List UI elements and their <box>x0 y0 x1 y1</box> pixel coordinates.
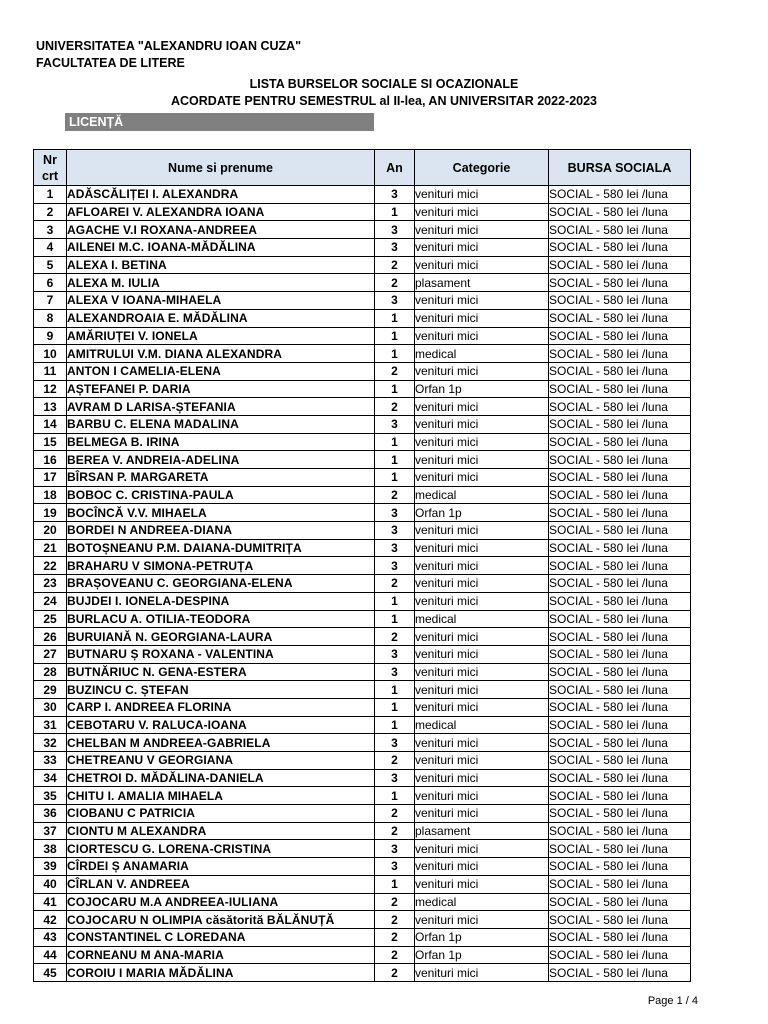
table-row <box>34 752 691 770</box>
row-number: 7 <box>34 292 67 310</box>
study-year: 1 <box>375 875 415 893</box>
study-year: 2 <box>375 946 415 964</box>
category: medical <box>415 610 549 628</box>
scholarship-amount: SOCIAL - 580 lei /luna <box>549 327 691 345</box>
student-name: BOBOC C. CRISTINA-PAULA <box>67 486 375 504</box>
student-name: CARP I. ANDREEA FLORINA <box>67 698 375 716</box>
table-row <box>34 451 691 469</box>
scholarship-amount: SOCIAL - 580 lei /luna <box>549 362 691 380</box>
study-year: 3 <box>375 522 415 540</box>
category: venituri mici <box>415 239 549 257</box>
study-year: 3 <box>375 734 415 752</box>
row-number: 21 <box>34 539 67 557</box>
category: venituri mici <box>415 875 549 893</box>
study-year: 1 <box>375 787 415 805</box>
study-year: 3 <box>375 645 415 663</box>
scholarship-table <box>33 149 691 982</box>
table-row <box>34 292 691 310</box>
row-number: 1 <box>34 186 67 204</box>
scholarship-amount: SOCIAL - 580 lei /luna <box>549 309 691 327</box>
student-name: CORNEANU M ANA-MARIA <box>67 946 375 964</box>
category: venituri mici <box>415 539 549 557</box>
scholarship-amount: SOCIAL - 580 lei /luna <box>549 752 691 770</box>
study-year: 3 <box>375 239 415 257</box>
student-name: BÎRSAN P. MARGARETA <box>67 469 375 487</box>
table-row <box>34 486 691 504</box>
study-year: 3 <box>375 840 415 858</box>
category: venituri mici <box>415 681 549 699</box>
row-number: 9 <box>34 327 67 345</box>
table-row <box>34 522 691 540</box>
table-row <box>34 928 691 946</box>
student-name: BURLACU A. OTILIA-TEODORA <box>67 610 375 628</box>
student-name: AGACHE V.I ROXANA-ANDREEA <box>67 221 375 239</box>
study-year: 1 <box>375 592 415 610</box>
row-number: 33 <box>34 752 67 770</box>
student-name: BRAHARU V SIMONA-PETRUȚA <box>67 557 375 575</box>
row-number: 12 <box>34 380 67 398</box>
scholarship-amount: SOCIAL - 580 lei /luna <box>549 486 691 504</box>
table-row <box>34 840 691 858</box>
row-number: 2 <box>34 203 67 221</box>
table-row <box>34 345 691 363</box>
category: Orfan 1p <box>415 504 549 522</box>
study-year: 3 <box>375 186 415 204</box>
student-name: CÎRDEI Ș ANAMARIA <box>67 858 375 876</box>
page-number: Page 1 / 4 <box>647 995 698 1007</box>
study-year: 1 <box>375 345 415 363</box>
category: venituri mici <box>415 769 549 787</box>
category: venituri mici <box>415 203 549 221</box>
category: medical <box>415 893 549 911</box>
student-name: BEREA V. ANDREIA-ADELINA <box>67 451 375 469</box>
row-number: 30 <box>34 698 67 716</box>
student-name: AȘTEFANEI P. DARIA <box>67 380 375 398</box>
scholarship-amount: SOCIAL - 580 lei /luna <box>549 946 691 964</box>
scholarship-amount: SOCIAL - 580 lei /luna <box>549 628 691 646</box>
student-name: CHITU I. AMALIA MIHAELA <box>67 787 375 805</box>
student-name: BARBU C. ELENA MADALINA <box>67 415 375 433</box>
category: venituri mici <box>415 451 549 469</box>
row-number: 45 <box>34 964 67 982</box>
row-number: 4 <box>34 239 67 257</box>
table-row <box>34 239 691 257</box>
document-subtitle: ACORDATE PENTRU SEMESTRUL al II-lea, AN UNIVERSITAR 2022-2023 <box>170 94 598 108</box>
student-name: BORDEI N ANDREEA-DIANA <box>67 522 375 540</box>
column-header-name: Nume si prenume <box>67 150 375 186</box>
student-name: CONSTANTINEL C LOREDANA <box>67 928 375 946</box>
study-year: 2 <box>375 911 415 929</box>
scholarship-amount: SOCIAL - 580 lei /luna <box>549 663 691 681</box>
student-name: BUTNARU Ș ROXANA - VALENTINA <box>67 645 375 663</box>
table-row <box>34 822 691 840</box>
scholarship-amount: SOCIAL - 580 lei /luna <box>549 610 691 628</box>
row-number: 39 <box>34 858 67 876</box>
student-name: COROIU I MARIA MĂDĂLINA <box>67 964 375 982</box>
student-name: ALEXA I. BETINA <box>67 256 375 274</box>
scholarship-amount: SOCIAL - 580 lei /luna <box>549 469 691 487</box>
study-year: 2 <box>375 805 415 823</box>
study-year: 3 <box>375 415 415 433</box>
scholarship-amount: SOCIAL - 580 lei /luna <box>549 203 691 221</box>
student-name: ALEXANDROAIA E. MĂDĂLINA <box>67 309 375 327</box>
scholarship-amount: SOCIAL - 580 lei /luna <box>549 911 691 929</box>
column-header-category: Categorie <box>415 150 549 186</box>
category: Orfan 1p <box>415 380 549 398</box>
study-year: 2 <box>375 398 415 416</box>
scholarship-amount: SOCIAL - 580 lei /luna <box>549 380 691 398</box>
category: venituri mici <box>415 787 549 805</box>
study-year: 2 <box>375 256 415 274</box>
scholarship-amount: SOCIAL - 580 lei /luna <box>549 645 691 663</box>
table-row <box>34 787 691 805</box>
category: venituri mici <box>415 398 549 416</box>
table-row <box>34 893 691 911</box>
scholarship-amount: SOCIAL - 580 lei /luna <box>549 592 691 610</box>
study-year: 1 <box>375 309 415 327</box>
row-number: 31 <box>34 716 67 734</box>
table-row <box>34 274 691 292</box>
row-number: 25 <box>34 610 67 628</box>
category: medical <box>415 486 549 504</box>
scholarship-amount: SOCIAL - 580 lei /luna <box>549 575 691 593</box>
category: plasament <box>415 274 549 292</box>
scholarship-amount: SOCIAL - 580 lei /luna <box>549 805 691 823</box>
study-year: 3 <box>375 221 415 239</box>
table-row <box>34 186 691 204</box>
table-row <box>34 256 691 274</box>
scholarship-amount: SOCIAL - 580 lei /luna <box>549 398 691 416</box>
study-year: 1 <box>375 681 415 699</box>
section-label: LICENȚĂ <box>65 113 374 131</box>
table-row <box>34 327 691 345</box>
column-header-nr <box>34 150 67 186</box>
study-year: 2 <box>375 893 415 911</box>
study-year: 1 <box>375 716 415 734</box>
row-number: 43 <box>34 928 67 946</box>
category: medical <box>415 345 549 363</box>
category: venituri mici <box>415 557 549 575</box>
category: venituri mici <box>415 592 549 610</box>
study-year: 1 <box>375 203 415 221</box>
table-row <box>34 716 691 734</box>
scholarship-amount: SOCIAL - 580 lei /luna <box>549 433 691 451</box>
row-number: 34 <box>34 769 67 787</box>
table-row <box>34 663 691 681</box>
table-row <box>34 805 691 823</box>
scholarship-amount: SOCIAL - 580 lei /luna <box>549 256 691 274</box>
student-name: BRAȘOVEANU C. GEORGIANA-ELENA <box>67 575 375 593</box>
scholarship-amount: SOCIAL - 580 lei /luna <box>549 239 691 257</box>
study-year: 1 <box>375 433 415 451</box>
row-number: 27 <box>34 645 67 663</box>
scholarship-amount: SOCIAL - 580 lei /luna <box>549 415 691 433</box>
row-number: 5 <box>34 256 67 274</box>
scholarship-amount: SOCIAL - 580 lei /luna <box>549 769 691 787</box>
scholarship-amount: SOCIAL - 580 lei /luna <box>549 451 691 469</box>
student-name: AVRAM D LARISA-ȘTEFANIA <box>67 398 375 416</box>
category: venituri mici <box>415 698 549 716</box>
row-number: 20 <box>34 522 67 540</box>
study-year: 1 <box>375 610 415 628</box>
category: venituri mici <box>415 575 549 593</box>
study-year: 2 <box>375 486 415 504</box>
row-number: 36 <box>34 805 67 823</box>
category: venituri mici <box>415 645 549 663</box>
table-row <box>34 734 691 752</box>
table-row <box>34 911 691 929</box>
student-name: BUZINCU C. ȘTEFAN <box>67 681 375 699</box>
category: venituri mici <box>415 522 549 540</box>
study-year: 2 <box>375 964 415 982</box>
student-name: CHETROI D. MĂDĂLINA-DANIELA <box>67 769 375 787</box>
category: plasament <box>415 822 549 840</box>
row-number: 16 <box>34 451 67 469</box>
category: venituri mici <box>415 663 549 681</box>
category: venituri mici <box>415 309 549 327</box>
student-name: ALEXA V IOANA-MIHAELA <box>67 292 375 310</box>
scholarship-amount: SOCIAL - 580 lei /luna <box>549 893 691 911</box>
scholarship-amount: SOCIAL - 580 lei /luna <box>549 858 691 876</box>
category: venituri mici <box>415 433 549 451</box>
row-number: 29 <box>34 681 67 699</box>
table-row <box>34 362 691 380</box>
study-year: 3 <box>375 663 415 681</box>
study-year: 3 <box>375 504 415 522</box>
table-row <box>34 681 691 699</box>
scholarship-amount: SOCIAL - 580 lei /luna <box>549 734 691 752</box>
row-number: 32 <box>34 734 67 752</box>
student-name: ADĂSCĂLIȚEI I. ALEXANDRA <box>67 186 375 204</box>
student-name: AMITRULUI V.M. DIANA ALEXANDRA <box>67 345 375 363</box>
column-header-year: An <box>375 150 415 186</box>
table-row <box>34 628 691 646</box>
row-number: 19 <box>34 504 67 522</box>
student-name: BUJDEI I. IONELA-DESPINA <box>67 592 375 610</box>
table-row <box>34 875 691 893</box>
category: venituri mici <box>415 292 549 310</box>
row-number: 44 <box>34 946 67 964</box>
nr-header-line1: Nr <box>43 152 57 167</box>
row-number: 3 <box>34 221 67 239</box>
row-number: 11 <box>34 362 67 380</box>
faculty-name: FACULTATEA DE LITERE <box>36 56 185 70</box>
row-number: 17 <box>34 469 67 487</box>
row-number: 6 <box>34 274 67 292</box>
category: Orfan 1p <box>415 928 549 946</box>
row-number: 15 <box>34 433 67 451</box>
category: venituri mici <box>415 911 549 929</box>
study-year: 2 <box>375 752 415 770</box>
university-name: UNIVERSITATEA "ALEXANDRU IOAN CUZA" <box>36 39 302 53</box>
student-name: AMĂRIUȚEI V. IONELA <box>67 327 375 345</box>
student-name: BOCÎNCĂ V.V. MIHAELA <box>67 504 375 522</box>
scholarship-amount: SOCIAL - 580 lei /luna <box>549 928 691 946</box>
scholarship-amount: SOCIAL - 580 lei /luna <box>549 539 691 557</box>
row-number: 42 <box>34 911 67 929</box>
row-number: 23 <box>34 575 67 593</box>
category: venituri mici <box>415 628 549 646</box>
student-name: AFLOAREI V. ALEXANDRA IOANA <box>67 203 375 221</box>
scholarship-amount: SOCIAL - 580 lei /luna <box>549 698 691 716</box>
study-year: 2 <box>375 362 415 380</box>
category: venituri mici <box>415 858 549 876</box>
student-name: ALEXA M. IULIA <box>67 274 375 292</box>
category: venituri mici <box>415 256 549 274</box>
student-name: BELMEGA B. IRINA <box>67 433 375 451</box>
study-year: 3 <box>375 858 415 876</box>
study-year: 2 <box>375 575 415 593</box>
row-number: 18 <box>34 486 67 504</box>
category: venituri mici <box>415 840 549 858</box>
category: venituri mici <box>415 734 549 752</box>
row-number: 24 <box>34 592 67 610</box>
row-number: 41 <box>34 893 67 911</box>
table-row <box>34 645 691 663</box>
category: venituri mici <box>415 805 549 823</box>
study-year: 3 <box>375 292 415 310</box>
table-row <box>34 964 691 982</box>
study-year: 3 <box>375 539 415 557</box>
study-year: 3 <box>375 557 415 575</box>
row-number: 22 <box>34 557 67 575</box>
table-row <box>34 769 691 787</box>
table-row <box>34 398 691 416</box>
student-name: CIORTESCU G. LORENA-CRISTINA <box>67 840 375 858</box>
table-row <box>34 575 691 593</box>
student-name: CIONTU M ALEXANDRA <box>67 822 375 840</box>
scholarship-amount: SOCIAL - 580 lei /luna <box>549 840 691 858</box>
scholarship-amount: SOCIAL - 580 lei /luna <box>549 221 691 239</box>
category: medical <box>415 716 549 734</box>
row-number: 35 <box>34 787 67 805</box>
study-year: 2 <box>375 822 415 840</box>
student-name: CHETREANU V GEORGIANA <box>67 752 375 770</box>
student-name: CEBOTARU V. RALUCA-IOANA <box>67 716 375 734</box>
category: venituri mici <box>415 964 549 982</box>
student-name: CIOBANU C PATRICIA <box>67 805 375 823</box>
row-number: 38 <box>34 840 67 858</box>
scholarship-amount: SOCIAL - 580 lei /luna <box>549 681 691 699</box>
scholarship-amount: SOCIAL - 580 lei /luna <box>549 557 691 575</box>
category: venituri mici <box>415 221 549 239</box>
table-row <box>34 557 691 575</box>
study-year: 2 <box>375 274 415 292</box>
category: venituri mici <box>415 752 549 770</box>
table-header-row <box>34 150 691 186</box>
scholarship-amount: SOCIAL - 580 lei /luna <box>549 964 691 982</box>
table-row <box>34 698 691 716</box>
table-row <box>34 504 691 522</box>
student-name: BOTOȘNEANU P.M. DAIANA-DUMITRIȚA <box>67 539 375 557</box>
table-row <box>34 610 691 628</box>
row-number: 26 <box>34 628 67 646</box>
student-name: BUTNĂRIUC N. GENA-ESTERA <box>67 663 375 681</box>
document-title: LISTA BURSELOR SOCIALE SI OCAZIONALE <box>249 77 519 91</box>
scholarship-amount: SOCIAL - 580 lei /luna <box>549 504 691 522</box>
category: venituri mici <box>415 362 549 380</box>
study-year: 2 <box>375 628 415 646</box>
table-row <box>34 415 691 433</box>
study-year: 1 <box>375 469 415 487</box>
category: Orfan 1p <box>415 946 549 964</box>
scholarship-amount: SOCIAL - 580 lei /luna <box>549 822 691 840</box>
category: venituri mici <box>415 415 549 433</box>
table-row <box>34 221 691 239</box>
study-year: 2 <box>375 928 415 946</box>
row-number: 37 <box>34 822 67 840</box>
study-year: 3 <box>375 769 415 787</box>
category: venituri mici <box>415 327 549 345</box>
study-year: 1 <box>375 380 415 398</box>
study-year: 1 <box>375 327 415 345</box>
study-year: 1 <box>375 451 415 469</box>
scholarship-amount: SOCIAL - 580 lei /luna <box>549 274 691 292</box>
row-number: 28 <box>34 663 67 681</box>
table-row <box>34 203 691 221</box>
nr-header-line2: crt <box>42 168 58 183</box>
scholarship-amount: SOCIAL - 580 lei /luna <box>549 787 691 805</box>
scholarship-amount: SOCIAL - 580 lei /luna <box>549 716 691 734</box>
row-number: 13 <box>34 398 67 416</box>
student-name: CÎRLAN V. ANDREEA <box>67 875 375 893</box>
row-number: 40 <box>34 875 67 893</box>
student-name: COJOCARU N OLIMPIA căsătorită BĂLĂNUȚĂ <box>67 911 375 929</box>
row-number: 14 <box>34 415 67 433</box>
category: venituri mici <box>415 186 549 204</box>
scholarship-amount: SOCIAL - 580 lei /luna <box>549 186 691 204</box>
table-row <box>34 380 691 398</box>
scholarship-amount: SOCIAL - 580 lei /luna <box>549 522 691 540</box>
category: venituri mici <box>415 469 549 487</box>
table-row <box>34 946 691 964</box>
row-number: 10 <box>34 345 67 363</box>
table-row <box>34 539 691 557</box>
scholarship-amount: SOCIAL - 580 lei /luna <box>549 345 691 363</box>
student-name: AILENEI M.C. IOANA-MĂDĂLINA <box>67 239 375 257</box>
scholarship-amount: SOCIAL - 580 lei /luna <box>549 875 691 893</box>
column-header-bursa: BURSA SOCIALA <box>549 150 691 186</box>
table-row <box>34 858 691 876</box>
row-number: 8 <box>34 309 67 327</box>
table-row <box>34 592 691 610</box>
study-year: 1 <box>375 698 415 716</box>
student-name: COJOCARU M.A ANDREEA-IULIANA <box>67 893 375 911</box>
table-row <box>34 469 691 487</box>
scholarship-amount: SOCIAL - 580 lei /luna <box>549 292 691 310</box>
student-name: BURUIANĂ N. GEORGIANA-LAURA <box>67 628 375 646</box>
table-row <box>34 309 691 327</box>
student-name: ANTON I CAMELIA-ELENA <box>67 362 375 380</box>
student-name: CHELBAN M ANDREEA-GABRIELA <box>67 734 375 752</box>
table-row <box>34 433 691 451</box>
